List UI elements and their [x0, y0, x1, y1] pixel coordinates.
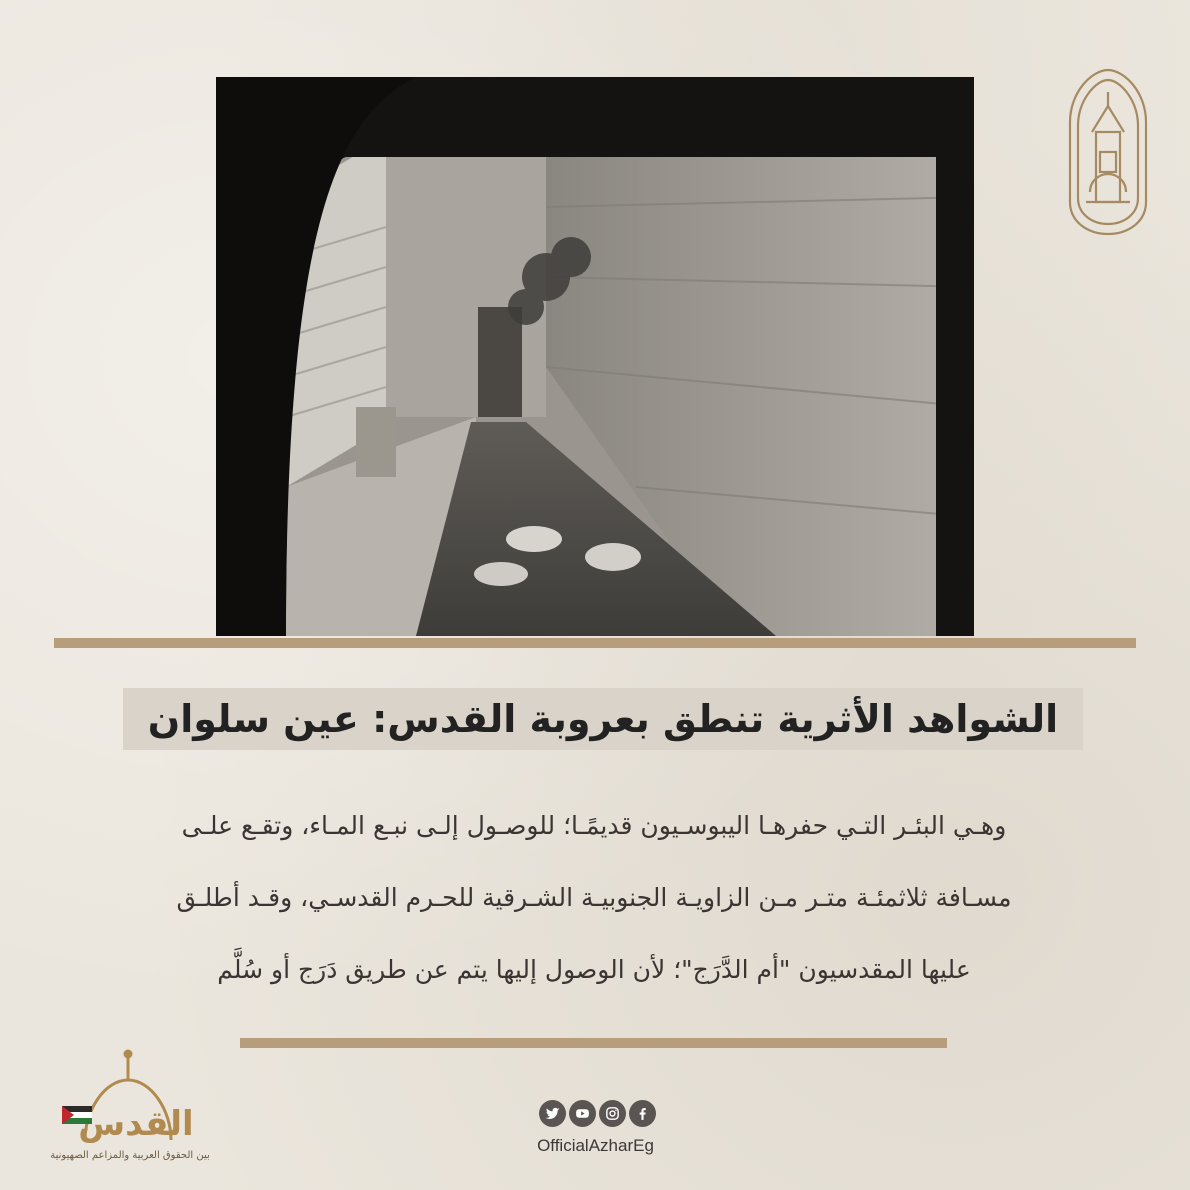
body-line-2: مسـافة ثلاثمئـة متـر مـن الزاويـة الجنوبيـة الشـرقية للحـرم القدسـي، وقـد أطلـق — [176, 883, 1012, 912]
social-links — [532, 1100, 662, 1132]
page-title: الشواهد الأثرية تنطق بعروبة القدس: عين سلوان — [147, 697, 1059, 741]
body-paragraph — [44, 790, 1144, 1006]
quds-tagline: بين الحقوق العربية والمزاعم الصهيونية — [50, 1150, 210, 1161]
al-azhar-crest-logo — [1062, 62, 1154, 240]
divider-bottom — [240, 1038, 947, 1048]
siloam-spring-photo — [216, 77, 974, 636]
facebook-icon[interactable] — [629, 1100, 656, 1127]
body-line-3: عليها المقدسيون "أم الدَّرَج"؛ لأن الوصول إليها يتم عن طريق دَرَج أو سُلَّم — [217, 955, 971, 984]
twitter-icon[interactable] — [539, 1100, 566, 1127]
youtube-icon[interactable] — [569, 1100, 596, 1127]
divider-top — [54, 638, 1136, 648]
quds-logo-text: القدس — [78, 1104, 194, 1144]
instagram-icon[interactable] — [599, 1100, 626, 1127]
body-line-1: وهـي البئـر التـي حفرهـا اليبوسـيون قديمًـا؛ للوصـول إلـى نبـع المـاء، وتقـع علـى — [181, 811, 1007, 840]
social-handle[interactable]: OfficialAzharEg — [537, 1136, 654, 1155]
